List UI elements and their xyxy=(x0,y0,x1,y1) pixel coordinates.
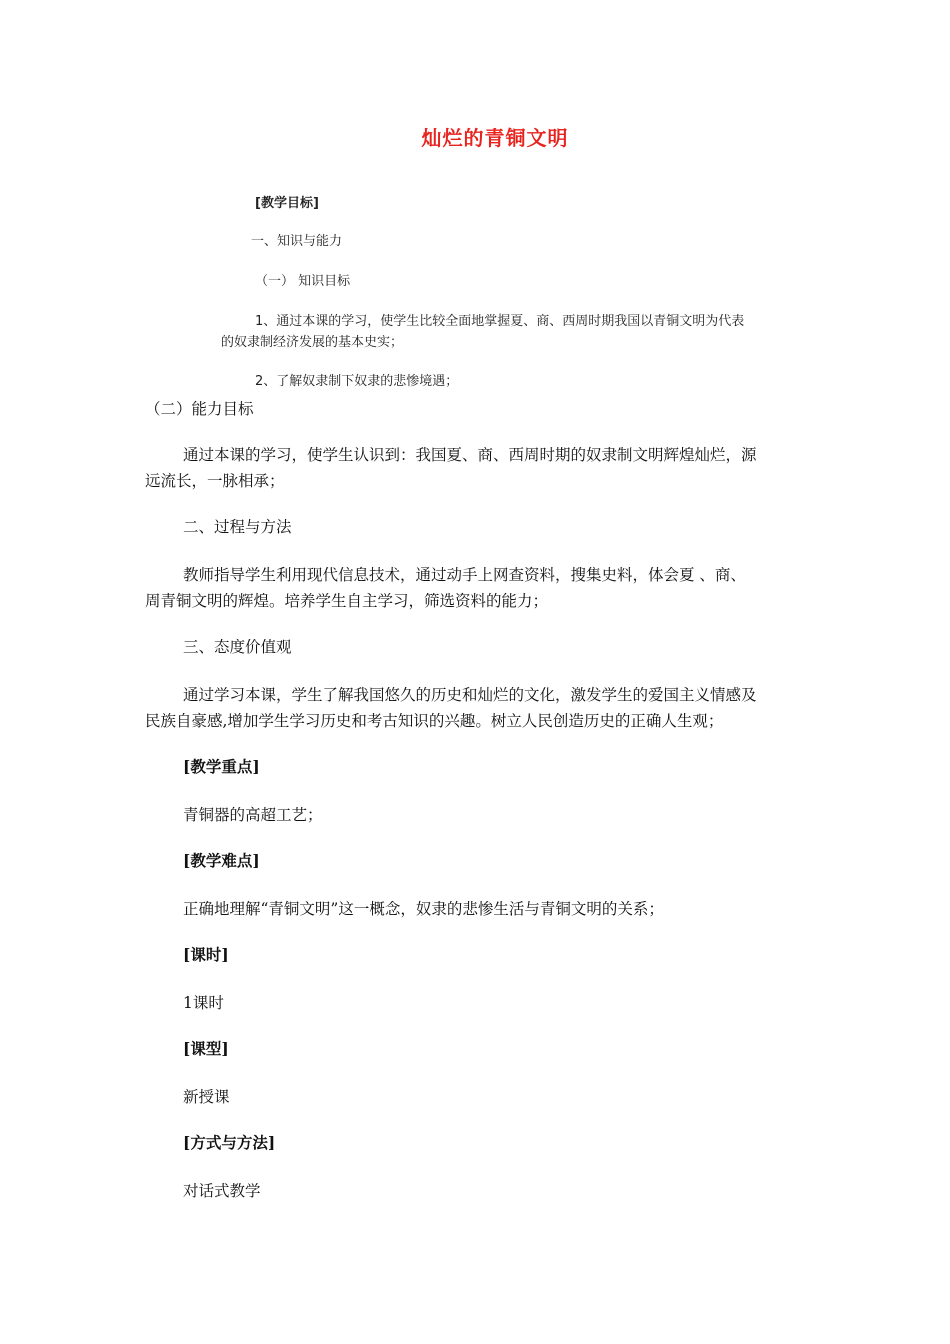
attitude-text-line-1: 通过学习本课，学生了解我国悠久的历史和灿烂的文化，激发学生的爱国主义情感及 xyxy=(183,686,757,704)
method-heading: [方式与方法] xyxy=(183,1133,276,1152)
method-text: 对话式教学 xyxy=(183,1182,261,1200)
difficulty-heading: [教学难点] xyxy=(183,851,260,870)
process-method-heading: 二、过程与方法 xyxy=(183,518,292,536)
knowledge-ability-heading: 一、知识与能力 xyxy=(251,234,343,249)
embedded-screenshot xyxy=(215,180,795,395)
difficulty-text: 正确地理解“青铜文明”这一概念，奴隶的悲惨生活与青铜文明的关系； xyxy=(183,900,664,918)
knowledge-item-1-line-1: 1、通过本课的学习，使学生比较全面地掌握夏、商、西周时期我国以青铜文明为代表 xyxy=(255,314,745,329)
attitude-values-heading: 三、态度价值观 xyxy=(183,638,292,656)
knowledge-goals-heading: （一） 知识目标 xyxy=(255,274,351,289)
ability-goals-heading: （二）能力目标 xyxy=(145,400,254,418)
class-hours-heading: [课时] xyxy=(183,945,229,964)
ability-text-line-1: 通过本课的学习，使学生认识到：我国夏、商、西周时期的奴隶制文明辉煌灿烂，源 xyxy=(183,446,757,464)
document-title: 灿烂的青铜文明 xyxy=(421,126,569,150)
key-points-text: 青铜器的高超工艺； xyxy=(183,806,323,824)
lesson-type-heading: [课型] xyxy=(183,1039,229,1058)
class-hours-text: 1课时 xyxy=(183,994,224,1012)
knowledge-item-1-line-2: 的奴隶制经济发展的基本史实； xyxy=(221,335,404,350)
attitude-text-line-2: 民族自豪感,增加学生学习历史和考古知识的兴趣。树立人民创造历史的正确人生观； xyxy=(145,712,724,730)
teaching-goals-heading: [教学目标] xyxy=(255,196,319,211)
process-text-line-2: 周青铜文明的辉煌。培养学生自主学习，筛选资料的能力； xyxy=(145,592,549,610)
key-points-heading: [教学重点] xyxy=(183,757,260,776)
lesson-type-text: 新授课 xyxy=(183,1088,230,1106)
process-text-line-1: 教师指导学生利用现代信息技术，通过动手上网查资料，搜集史料，体会夏 、商、 xyxy=(183,566,746,584)
ability-text-line-2: 远流长，一脉相承； xyxy=(145,472,285,490)
knowledge-item-2: 2、了解奴隶制下奴隶的悲惨境遇； xyxy=(255,374,459,389)
